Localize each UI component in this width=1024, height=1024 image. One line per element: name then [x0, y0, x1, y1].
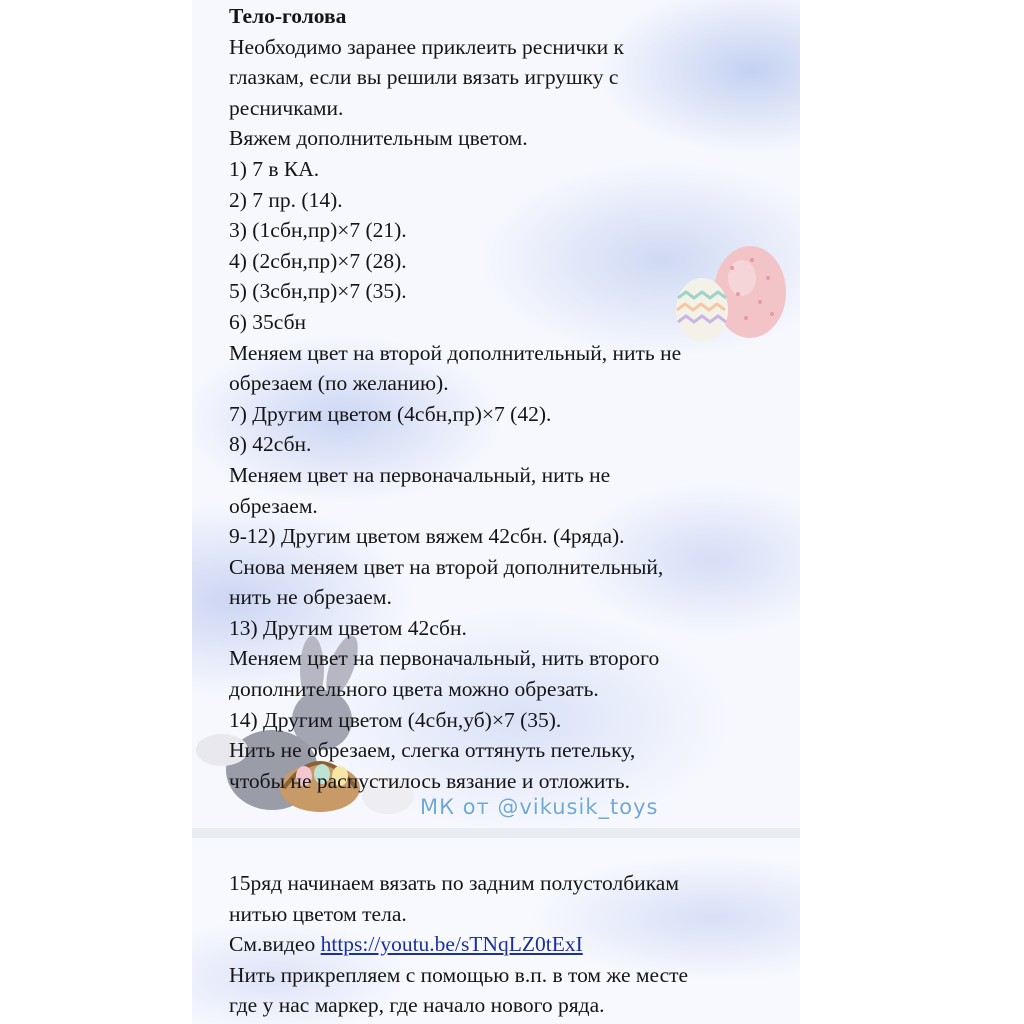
pattern-row: 13) Другим цветом 42сбн.: [229, 615, 467, 640]
pattern-line: чтобы не распустилось вязание и отложить.: [229, 768, 630, 793]
pattern-row: 7) Другим цветом (4сбн,пр)×7 (42).: [229, 401, 552, 426]
card-divider: [192, 828, 800, 838]
pattern-text: [229, 1, 780, 796]
pattern-line: Меняем цвет на второй дополнительный, нить не: [229, 340, 682, 365]
pattern-row: 8) 42сбн.: [229, 432, 312, 457]
section-title: Тело-голова: [229, 4, 347, 28]
pattern-line: нить не обрезаем.: [229, 585, 392, 610]
pattern-line: Меняем цвет на первоначальный, нить не: [229, 462, 611, 487]
pattern-row: 5) (3сбн,пр)×7 (35).: [229, 279, 407, 304]
pattern-line: Необходимо заранее приклеить реснички к: [229, 34, 624, 59]
pattern-line: Снова меняем цвет на второй дополнительный,: [229, 554, 664, 579]
pattern-line: нитью цветом тела.: [229, 901, 407, 926]
pattern-row: 1) 7 в КА.: [229, 156, 320, 181]
pattern-line: обрезаем.: [229, 493, 318, 518]
video-link[interactable]: https://youtu.be/sTNqLZ0tExI: [320, 932, 583, 957]
pattern-line: Нить не обрезаем, слегка оттянуть петельку,: [229, 738, 636, 763]
pattern-line: обрезаем (по желанию).: [229, 371, 449, 396]
pattern-card-bottom: [192, 838, 800, 1024]
pattern-row: 6) 35сбн: [229, 309, 307, 334]
pattern-row: 3) (1сбн,пр)×7 (21).: [229, 218, 407, 243]
pattern-line: Меняем цвет на первоначальный, нить второго: [229, 646, 660, 671]
pattern-line: 15ряд начинаем вязать по задним полустолбикам: [229, 871, 679, 895]
pattern-line: Вяжем дополнительным цветом.: [229, 126, 528, 151]
pattern-text-continued: [229, 868, 780, 1021]
pattern-row: 9-12) Другим цветом вяжем 42сбн. (4ряда).: [229, 524, 625, 549]
pattern-card-top: [192, 0, 800, 828]
video-line: [229, 929, 780, 960]
pattern-line: дополнительного цвета можно обрезать.: [229, 677, 599, 702]
pattern-line: где у нас маркер, где начало нового ряда.: [229, 993, 605, 1018]
pattern-line: Нить прикрепляем с помощью в.п. в том же месте: [229, 962, 689, 987]
pattern-line: глазкам, если вы решили вязать игрушку с: [229, 65, 619, 90]
pattern-row: 4) (2сбн,пр)×7 (28).: [229, 248, 407, 273]
video-prefix: См.видео: [229, 932, 321, 957]
pattern-line: ресничками.: [229, 95, 344, 120]
pattern-row: 14) Другим цветом (4сбн,уб)×7 (35).: [229, 707, 562, 732]
author-watermark: МК от @vikusik_toys: [420, 795, 659, 819]
pattern-row: 2) 7 пр. (14).: [229, 187, 343, 212]
